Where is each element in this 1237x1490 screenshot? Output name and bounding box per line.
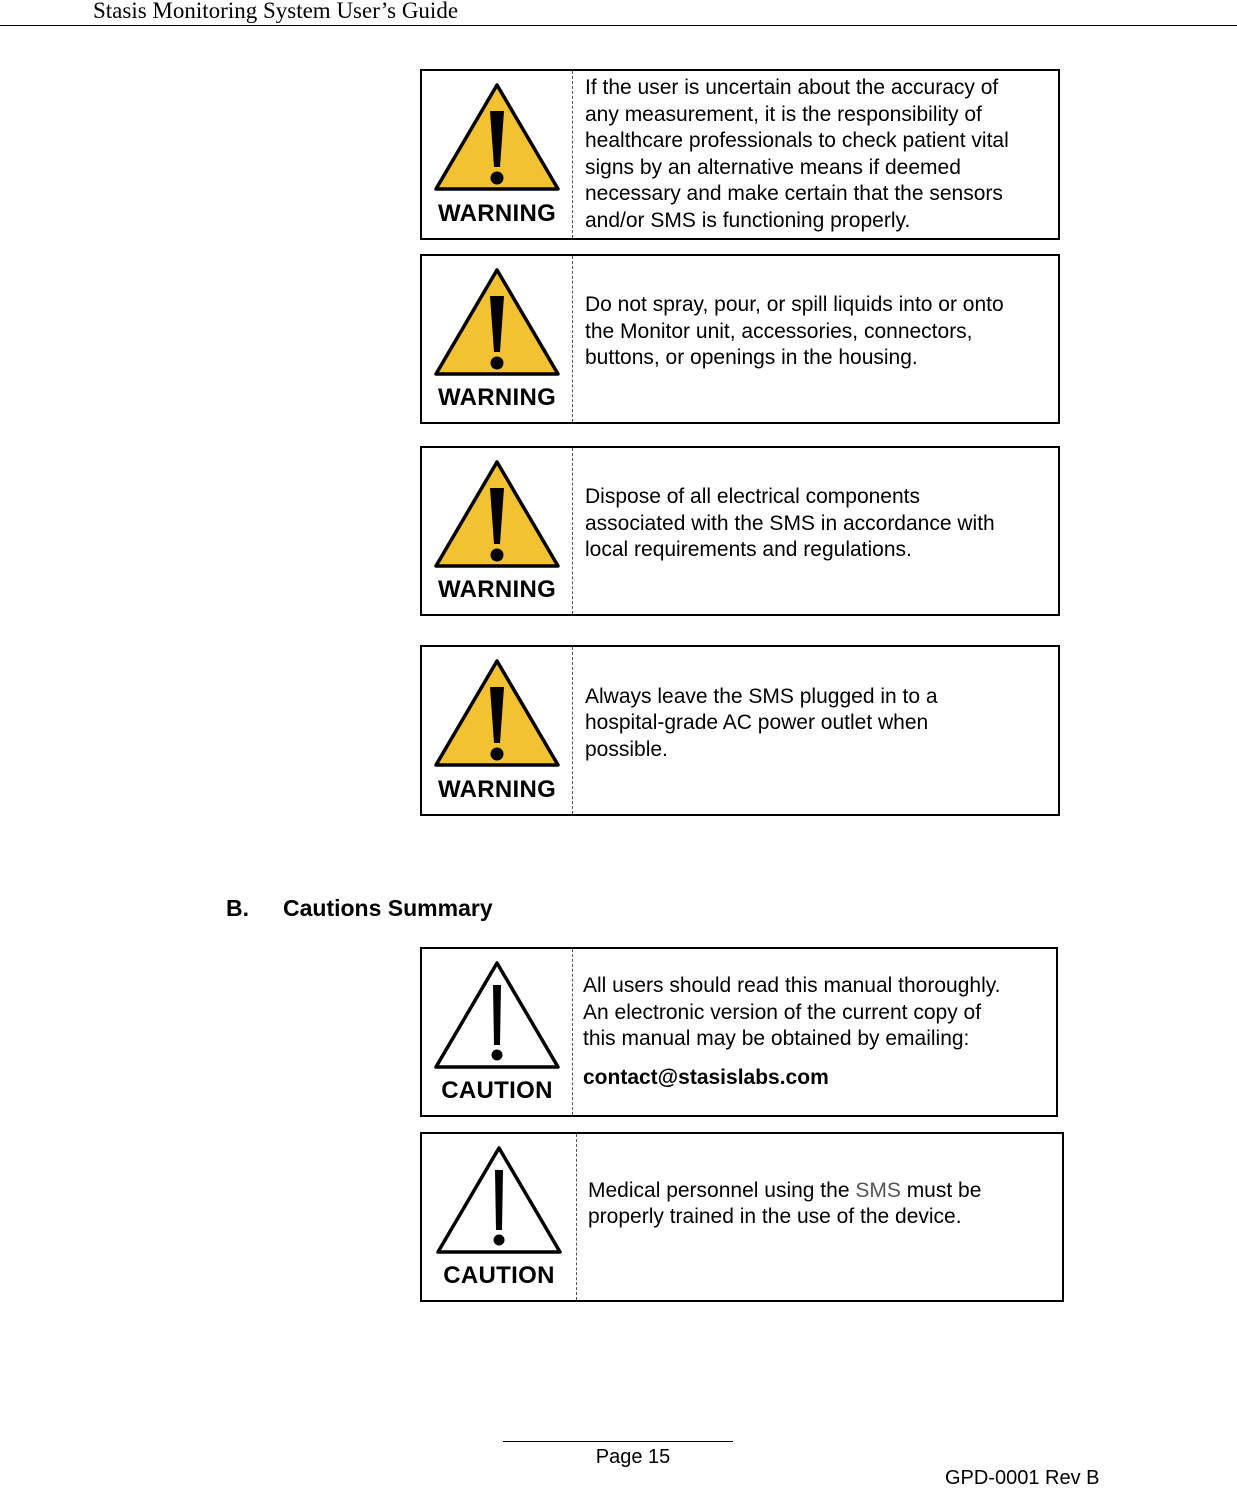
caution-box-1 [420,947,1058,1117]
document-id: GPD-0001 Rev B [945,1467,1100,1489]
warning-text-line: Do not spray, pour, or spill liquids into or onto [585,293,1004,317]
warning-triangle-icon [432,81,562,193]
warning-label: WARNING [437,200,557,227]
warning-triangle-icon [432,657,562,769]
warning-text-line: hospital-grade AC power outlet when [585,711,929,735]
section-letter: B. [226,895,249,921]
caution-text-segment: must be [900,1178,982,1202]
warning-text-line: necessary and make certain that the sensors [585,182,1003,205]
warning-icon-cell [422,647,573,814]
warning-label: WARNING [437,384,557,411]
warning-icon-cell [422,71,573,238]
warning-box-1 [420,69,1060,240]
warning-label: WARNING [437,776,557,803]
caution-box-2 [420,1132,1064,1302]
caution-text-line: properly trained in the use of the device. [588,1205,962,1228]
caution-triangle-icon [432,959,562,1071]
warning-text-line: and/or SMS is functioning properly. [585,208,911,232]
warning-message [585,71,1050,238]
sms-term: SMS [855,1178,901,1202]
warning-triangle-icon [432,266,562,378]
caution-text-line: this manual may be obtained by emailing: [583,1027,970,1050]
warning-text-line: associated with the SMS in accordance with [585,511,995,535]
warning-text-line: buttons, or openings in the housing. [585,346,918,370]
running-header-title: Stasis Monitoring System User’s Guide [93,0,459,23]
caution-icon-cell [422,1134,577,1300]
warning-text-line: signs by an alternative means if deemed [585,155,961,179]
section-title: Cautions Summary [283,895,493,921]
contact-email: contact@stasislabs.com [583,1065,829,1089]
warning-text-line: healthcare professionals to check patient vital [585,129,1009,152]
warning-text-line: local requirements and regulations. [585,538,912,562]
warning-icon-cell [422,448,573,614]
warning-message [585,448,1050,600]
caution-text-line: An electronic version of the current copy of [583,1000,982,1024]
caution-message [583,949,1048,1115]
warning-label: WARNING [437,576,557,603]
section-heading [226,893,493,923]
caution-triangle-icon [434,1144,564,1256]
warning-box-4 [420,645,1060,816]
warning-icon-cell [422,256,573,422]
caution-message [588,1134,1054,1274]
header-divider [0,25,1237,26]
page-number: Page 15 [595,1446,671,1468]
caution-icon-cell [422,949,573,1115]
warning-text-line: Always leave the SMS plugged in to a [585,684,938,708]
warning-message [585,256,1050,408]
caution-label: CAUTION [441,1077,553,1104]
warning-message [585,647,1050,800]
caution-text-segment: Medical personnel using the [588,1178,856,1202]
warning-text-line: the Monitor unit, accessories, connectors, [585,319,973,343]
footer-divider [503,1441,733,1442]
warning-text-line: Dispose of all electrical components [585,485,920,509]
warning-triangle-icon [432,458,562,570]
warning-text-line: If the user is uncertain about the accuracy of [585,76,999,99]
warning-text-line: any measurement, it is the responsibility of [585,102,982,126]
caution-label: CAUTION [443,1262,555,1289]
caution-text-line: All users should read this manual thoroughly. [583,974,1001,997]
warning-text-line: possible. [585,737,668,761]
caution-text-line [588,1178,1054,1205]
warning-box-2 [420,254,1060,424]
warning-box-3 [420,446,1060,616]
